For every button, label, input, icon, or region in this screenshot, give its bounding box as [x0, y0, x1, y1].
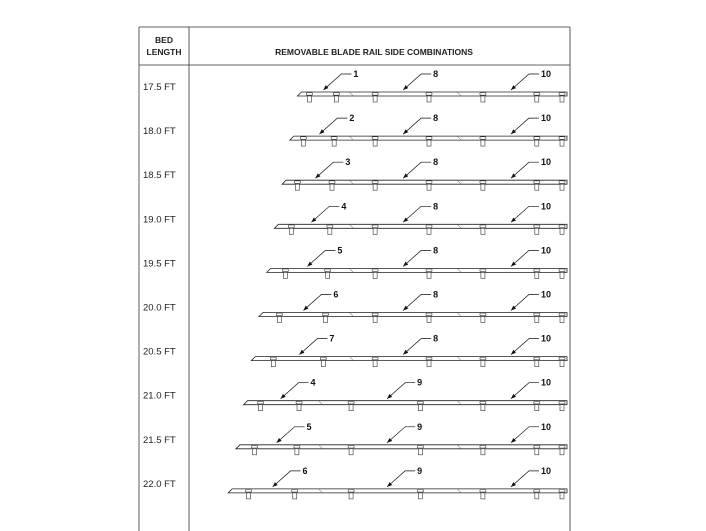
rail-slot	[559, 490, 565, 493]
rail-slot	[559, 313, 565, 316]
rail-body	[236, 445, 567, 449]
stake-post	[535, 361, 539, 367]
rail-slot	[534, 181, 540, 184]
rail-slot	[270, 357, 276, 360]
rail-slot	[426, 93, 432, 96]
rail-slot	[282, 269, 288, 272]
bed-length-label: 20.0 FT	[143, 302, 176, 314]
rail-slot	[534, 490, 540, 493]
rail-slot	[480, 269, 486, 272]
callout-number: 8	[433, 333, 439, 344]
stake-post	[277, 317, 281, 323]
bed-length-label: 19.5 FT	[143, 258, 176, 270]
callout-number: 10	[540, 421, 551, 432]
callout-number: 5	[306, 421, 312, 432]
callout-number: 5	[337, 245, 343, 256]
stake-post	[535, 96, 539, 102]
callout-number: 10	[540, 69, 551, 79]
stake-post	[560, 96, 564, 102]
bed-length-label: 20.5 FT	[143, 346, 176, 358]
rail-body	[274, 224, 567, 228]
rail-slot	[534, 93, 540, 96]
bed-length-header-line1: BED	[155, 35, 173, 45]
stake-post	[373, 272, 377, 278]
stake-post	[560, 317, 564, 323]
rail-row	[143, 378, 567, 411]
callout-number: 8	[433, 245, 439, 256]
stake-post	[535, 317, 539, 323]
stake-post	[326, 272, 330, 278]
callout-number: 10	[540, 333, 551, 344]
rail-slot	[559, 269, 565, 272]
rail-slot	[426, 313, 432, 316]
stake-post	[535, 449, 539, 455]
callout-number: 1	[353, 69, 359, 79]
callout-number: 8	[433, 113, 439, 124]
stake-post	[295, 184, 299, 190]
stake-post	[301, 140, 305, 146]
rail-slot	[559, 225, 565, 228]
stake-post	[481, 405, 485, 411]
rail-body	[259, 313, 567, 317]
rail-rows	[143, 69, 567, 499]
rail-slot	[559, 401, 565, 404]
rail-slot	[480, 137, 486, 140]
rail-body	[267, 268, 567, 272]
stake-post	[373, 96, 377, 102]
callout-number: 9	[417, 377, 423, 388]
rail-slot	[296, 401, 302, 404]
rail-slot	[372, 357, 378, 360]
stake-post	[481, 272, 485, 278]
rail-slot	[426, 269, 432, 272]
rail-slot	[372, 225, 378, 228]
rail-slot	[559, 445, 565, 448]
callout-number: 10	[540, 201, 551, 212]
stake-post	[481, 449, 485, 455]
rail-slot	[276, 313, 282, 316]
rail-slot	[372, 313, 378, 316]
rail-slot	[480, 401, 486, 404]
bed-length-label: 21.0 FT	[143, 390, 176, 402]
callout-number: 6	[302, 465, 308, 476]
callout-number: 6	[333, 289, 339, 300]
rail-slot	[480, 225, 486, 228]
bed-length-label: 17.5 FT	[143, 82, 176, 93]
stake-post	[259, 405, 263, 411]
bed-length-label: 22.0 FT	[143, 478, 176, 490]
callout-number: 9	[417, 465, 423, 476]
rail-slot	[559, 181, 565, 184]
rail-row	[143, 290, 567, 323]
rail-slot	[534, 137, 540, 140]
stake-post	[481, 361, 485, 367]
rail-slot	[534, 401, 540, 404]
stake-post	[535, 272, 539, 278]
bed-length-header-line2: LENGTH	[146, 47, 182, 57]
stake-post	[535, 184, 539, 190]
callout-number: 9	[417, 421, 423, 432]
rail-slot	[480, 313, 486, 316]
stake-post	[289, 228, 293, 234]
rail-slot	[329, 181, 335, 184]
rail-slot	[426, 225, 432, 228]
rail-slot	[372, 137, 378, 140]
stake-post	[560, 272, 564, 278]
stake-post	[418, 449, 422, 455]
stake-post	[373, 184, 377, 190]
stake-post	[418, 493, 422, 499]
combinations-header: REMOVABLE BLADE RAIL SIDE COMBINATIONS	[275, 47, 473, 57]
callout-number: 4	[341, 201, 347, 212]
rail-slot	[417, 445, 423, 448]
stake-post	[560, 140, 564, 146]
rail-row	[143, 113, 567, 146]
stake-post	[427, 140, 431, 146]
stake-post	[560, 493, 564, 499]
bed-length-label: 18.5 FT	[143, 170, 176, 182]
stake-post	[481, 317, 485, 323]
rail-slot	[559, 357, 565, 360]
stake-post	[481, 140, 485, 146]
rail-slot	[480, 357, 486, 360]
rail-slot	[300, 137, 306, 140]
stake-post	[560, 405, 564, 411]
rail-slot	[246, 490, 252, 493]
callout-number: 8	[433, 201, 439, 212]
rail-slot	[559, 93, 565, 96]
stake-post	[247, 493, 251, 499]
stake-post	[307, 96, 311, 102]
callout-number: 10	[540, 245, 551, 256]
stake-post	[328, 228, 332, 234]
stake-post	[481, 96, 485, 102]
stake-post	[330, 184, 334, 190]
rail-slot	[348, 490, 354, 493]
stake-post	[373, 140, 377, 146]
stake-post	[560, 449, 564, 455]
rail-slot	[534, 357, 540, 360]
stake-post	[535, 228, 539, 234]
stake-post	[253, 449, 257, 455]
callout-number: 4	[310, 377, 316, 388]
stake-post	[535, 493, 539, 499]
stake-post	[560, 228, 564, 234]
rail-slot	[372, 269, 378, 272]
rail-slot	[480, 181, 486, 184]
rail-slot	[426, 181, 432, 184]
rail-row	[143, 245, 567, 278]
stake-post	[427, 184, 431, 190]
rail-slot	[480, 445, 486, 448]
stake-post	[295, 449, 299, 455]
rail-row	[143, 466, 567, 499]
stake-post	[349, 405, 353, 411]
stake-post	[271, 361, 275, 367]
stake-post	[560, 184, 564, 190]
rail-row	[143, 157, 567, 190]
stake-post	[427, 317, 431, 323]
bed-length-label: 18.0 FT	[143, 126, 176, 138]
rail-row	[143, 69, 567, 102]
bed-length-label: 21.5 FT	[143, 434, 176, 446]
rail-slot	[294, 445, 300, 448]
stake-post	[418, 405, 422, 411]
stake-post	[324, 317, 328, 323]
callout-number: 10	[540, 465, 551, 476]
stake-post	[349, 493, 353, 499]
rail-slot	[288, 225, 294, 228]
rail-row	[143, 334, 567, 367]
stake-post	[321, 361, 325, 367]
stake-post	[373, 361, 377, 367]
callout-number: 8	[433, 157, 439, 168]
callout-number: 8	[433, 289, 439, 300]
stake-post	[297, 405, 301, 411]
rail-row	[143, 201, 567, 234]
rail-slot	[348, 445, 354, 448]
stake-post	[427, 228, 431, 234]
table-frame	[139, 27, 570, 531]
callout-number: 10	[540, 113, 551, 124]
rail-slot	[306, 93, 312, 96]
rail-slot	[258, 401, 264, 404]
rail-slot	[331, 137, 337, 140]
callout-number: 10	[540, 377, 551, 388]
stake-post	[535, 405, 539, 411]
callout-number: 3	[345, 157, 351, 168]
stake-post	[427, 96, 431, 102]
stake-post	[535, 140, 539, 146]
rail-body	[251, 357, 567, 361]
rail-slot	[372, 181, 378, 184]
stake-post	[332, 140, 336, 146]
rail-row	[143, 422, 567, 455]
stake-post	[481, 493, 485, 499]
rail-slot	[534, 313, 540, 316]
rail-slot	[426, 137, 432, 140]
rail-slot	[320, 357, 326, 360]
callout-number: 8	[433, 69, 439, 79]
stake-post	[481, 228, 485, 234]
rail-slot	[534, 269, 540, 272]
rail-slot	[417, 490, 423, 493]
stake-post	[334, 96, 338, 102]
rail-slot	[323, 313, 329, 316]
rail-slot	[252, 445, 258, 448]
callout-number: 2	[349, 113, 355, 124]
rail-slot	[426, 357, 432, 360]
stake-post	[481, 184, 485, 190]
rail-slot	[480, 490, 486, 493]
rail-slot	[348, 401, 354, 404]
stake-post	[373, 228, 377, 234]
rail-body	[244, 401, 567, 405]
stake-post	[293, 493, 297, 499]
stake-post	[560, 361, 564, 367]
rail-slot	[559, 137, 565, 140]
rail-slot	[372, 93, 378, 96]
stake-post	[427, 272, 431, 278]
stake-post	[349, 449, 353, 455]
rail-body	[282, 180, 567, 184]
rail-slot	[325, 269, 331, 272]
rail-body	[228, 489, 567, 493]
rail-slot	[292, 490, 298, 493]
stake-post	[283, 272, 287, 278]
rail-slot	[294, 181, 300, 184]
callout-number: 7	[329, 333, 335, 344]
bed-length-label: 19.0 FT	[143, 214, 176, 226]
callout-number: 10	[540, 289, 551, 300]
stake-post	[427, 361, 431, 367]
rail-slot	[480, 93, 486, 96]
rail-slot	[333, 93, 339, 96]
callout-number: 10	[540, 157, 551, 168]
rail-slot	[534, 445, 540, 448]
stake-post	[373, 317, 377, 323]
rail-slot	[534, 225, 540, 228]
rail-slot	[417, 401, 423, 404]
rail-slot	[327, 225, 333, 228]
